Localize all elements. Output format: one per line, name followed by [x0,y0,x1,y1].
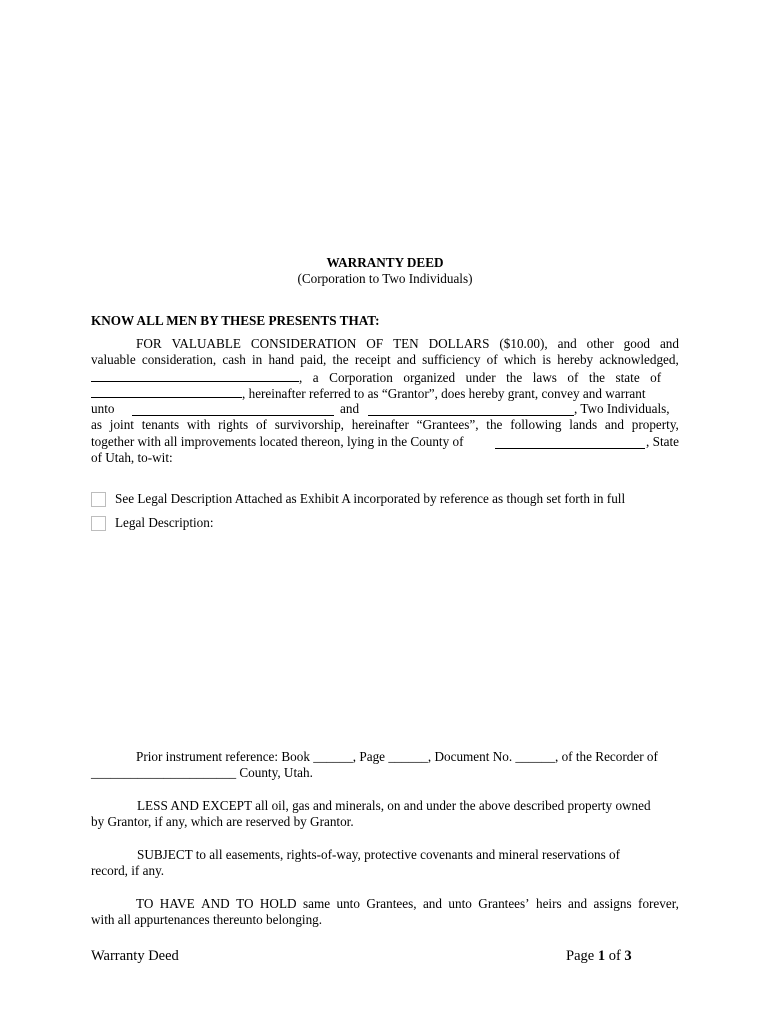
exhibit-a-checkbox[interactable] [91,492,106,507]
body-line-6 [91,417,679,433]
document-title: WARRANTY DEED [326,255,444,270]
unto-text: unto [91,401,115,417]
prior-instrument-paragraph [91,749,679,782]
less-except-line-1: LESS AND EXCEPT all oil, gas and minerals, on and under the above described property owned [137,798,651,813]
consideration-paragraph [91,336,679,466]
body-line-4-text: , hereinafter referred to as “Grantor”, does hereby grant, convey and warrant [242,385,646,401]
body-line-2 [91,352,679,368]
body-line-3-text: , a Corporation organized under the laws of the state of [299,369,662,385]
exhibit-a-option[interactable] [91,491,625,507]
prior-line-1: Prior instrument reference: Book ______, Page ______, Document No. ______, of the Recorder of [136,749,658,764]
state-text: , State [646,433,679,449]
footer-page-number [566,948,632,964]
of-word: of [608,948,621,964]
subject-paragraph [91,847,679,880]
body-line-4 [91,385,679,401]
and-text: and [340,401,360,417]
body-line-8-text: of Utah, to-wit: [91,450,173,466]
body-line-2-text: valuable consideration, cash in hand paid, the receipt and sufficiency of which is hereby acknowledged, [91,352,679,368]
body-line-3 [91,369,679,385]
grantee-2-blank[interactable] [368,403,574,416]
legal-description-checkbox[interactable] [91,516,106,531]
habendum-line-2: with all appurtenances thereunto belonging. [91,912,323,928]
body-line-5 [91,401,679,417]
county-blank[interactable] [495,436,645,449]
less-except-line-2: by Grantor, if any, which are reserved by Grantor. [91,814,354,830]
body-line-1-text: FOR VALUABLE CONSIDERATION OF TEN DOLLARS ($10.00), and other good and [136,336,679,351]
legal-description-option[interactable] [91,515,214,531]
page-word: Page [566,948,595,964]
county-text: together with all improvements located thereon, lying in the County of [91,433,464,449]
current-page: 1 [597,948,606,964]
two-individuals-text: , Two Individuals, [574,401,670,417]
grantor-state-blank[interactable] [91,385,242,398]
habendum-paragraph [91,896,679,929]
footer-document-name: Warranty Deed [91,948,179,964]
exhibit-a-label: See Legal Description Attached as Exhibit A incorporated by reference as though set forth in full [115,491,626,506]
body-line-7 [91,434,679,450]
grantee-1-blank[interactable] [132,403,334,416]
body-line-1 [91,336,679,352]
grantor-name-blank[interactable] [91,369,299,382]
subject-line-1: SUBJECT to all easements, rights-of-way, protective covenants and mineral reservations of [137,847,621,862]
subject-line-2: record, if any. [91,863,165,879]
less-except-paragraph [91,798,679,831]
body-line-8 [91,450,679,466]
legal-description-label: Legal Description: [115,515,214,530]
body-line-6-text: as joint tenants with rights of survivorship, hereinafter “Grantees”, the following lands and property, [91,417,679,433]
habendum-line-1-text: TO HAVE AND TO HOLD same unto Grantees, and unto Grantees’ heirs and assigns forever, [136,896,679,911]
total-pages: 3 [624,948,632,964]
know-all-heading: KNOW ALL MEN BY THESE PRESENTS THAT: [91,313,380,328]
prior-line-2: ______________________ County, Utah. [91,765,313,781]
document-subtitle: (Corporation to Two Individuals) [297,271,473,286]
habendum-line-1 [91,896,679,912]
